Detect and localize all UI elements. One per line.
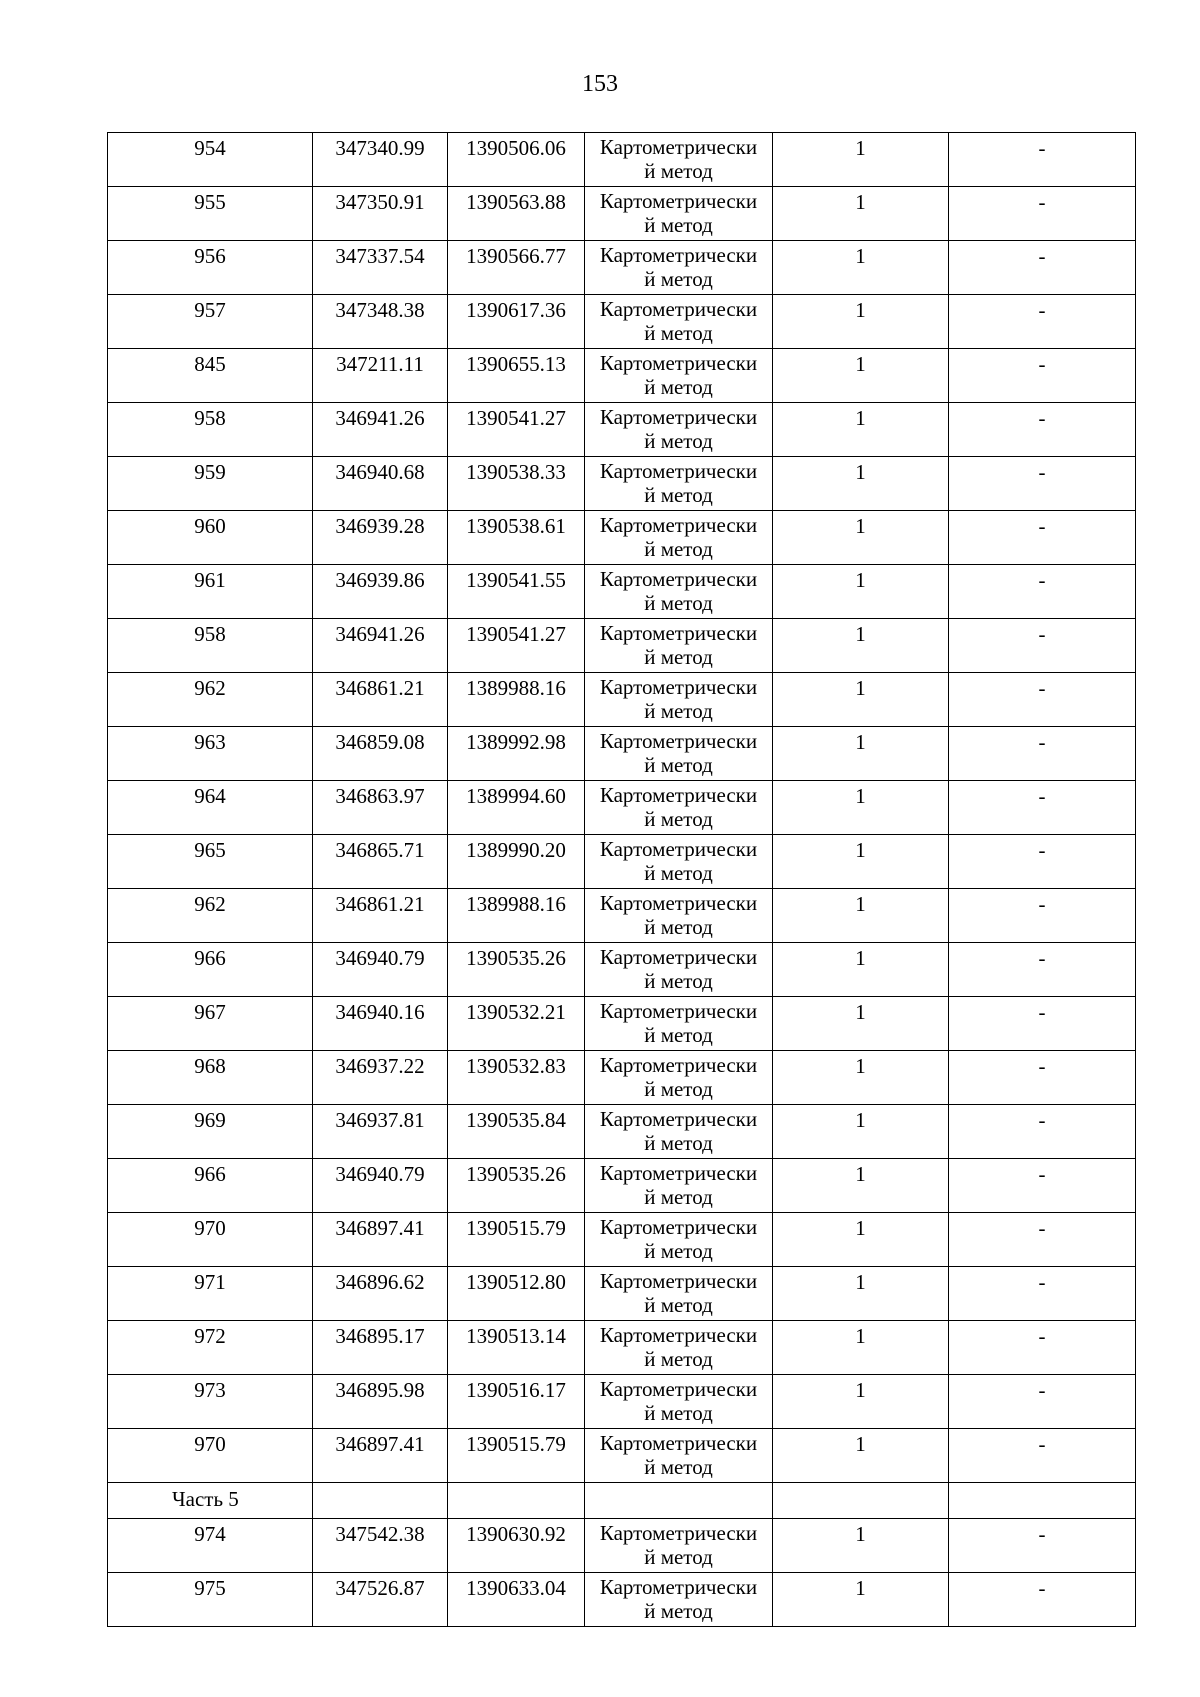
x-coordinate-cell: 346939.86 (313, 565, 448, 619)
note-cell: - (949, 1105, 1136, 1159)
method-line-2: й метод (644, 1239, 713, 1263)
method-cell (585, 349, 773, 403)
method-line-2: й метод (644, 1131, 713, 1155)
method-cell (585, 241, 773, 295)
note-cell: - (949, 1429, 1136, 1483)
method-cell (585, 673, 773, 727)
accuracy-cell: 1 (773, 1375, 949, 1429)
x-coordinate-cell: 347348.38 (313, 295, 448, 349)
method-cell (585, 295, 773, 349)
method-line-2: й метод (644, 537, 713, 561)
section-row (108, 1483, 1136, 1519)
point-number-cell: 955 (108, 187, 313, 241)
method-line-1: Картометрически (599, 135, 758, 159)
y-coordinate-cell: 1390538.61 (448, 511, 585, 565)
x-coordinate-cell: 346941.26 (313, 403, 448, 457)
note-cell: - (949, 619, 1136, 673)
method-line-2: й метод (644, 429, 713, 453)
point-number-cell: 969 (108, 1105, 313, 1159)
note-cell: - (949, 1321, 1136, 1375)
method-line-1: Картометрически (599, 189, 758, 213)
accuracy-cell: 1 (773, 1105, 949, 1159)
accuracy-cell: 1 (773, 403, 949, 457)
y-coordinate-cell: 1390566.77 (448, 241, 585, 295)
y-coordinate-cell: 1390630.92 (448, 1519, 585, 1573)
y-coordinate-cell: 1389988.16 (448, 889, 585, 943)
y-coordinate-cell: 1390538.33 (448, 457, 585, 511)
note-cell: - (949, 295, 1136, 349)
method-line-2: й метод (644, 483, 713, 507)
x-coordinate-cell: 346863.97 (313, 781, 448, 835)
point-number-cell: 975 (108, 1573, 313, 1627)
note-cell: - (949, 403, 1136, 457)
method-line-2: й метод (644, 969, 713, 993)
method-cell (585, 619, 773, 673)
table-row (108, 349, 1136, 403)
x-coordinate-cell: 346940.79 (313, 943, 448, 997)
method-line-1: Картометрически (599, 1575, 758, 1599)
note-cell: - (949, 241, 1136, 295)
point-number-cell: 964 (108, 781, 313, 835)
table-row (108, 619, 1136, 673)
section-label: Часть 5 (108, 1483, 313, 1519)
accuracy-cell: 1 (773, 619, 949, 673)
accuracy-cell: 1 (773, 457, 949, 511)
method-line-1: Картометрически (599, 783, 758, 807)
point-number-cell: 960 (108, 511, 313, 565)
method-line-1: Картометрически (599, 459, 758, 483)
method-line-1: Картометрически (599, 675, 758, 699)
coordinates-table (107, 132, 1136, 1627)
method-cell (585, 1159, 773, 1213)
table-row (108, 1375, 1136, 1429)
point-number-cell: 973 (108, 1375, 313, 1429)
x-coordinate-cell: 346897.41 (313, 1429, 448, 1483)
y-coordinate-cell: 1390535.26 (448, 943, 585, 997)
accuracy-cell: 1 (773, 511, 949, 565)
table-row (108, 187, 1136, 241)
method-cell (585, 403, 773, 457)
table-row (108, 889, 1136, 943)
note-cell: - (949, 1573, 1136, 1627)
accuracy-cell: 1 (773, 1213, 949, 1267)
method-line-1: Картометрически (599, 891, 758, 915)
point-number-cell: 970 (108, 1213, 313, 1267)
method-line-1: Картометрически (599, 243, 758, 267)
note-cell: - (949, 781, 1136, 835)
method-line-1: Картометрически (599, 1521, 758, 1545)
table-row (108, 1213, 1136, 1267)
point-number-cell: 966 (108, 1159, 313, 1213)
table-row (108, 673, 1136, 727)
point-number-cell: 961 (108, 565, 313, 619)
x-coordinate-cell: 346865.71 (313, 835, 448, 889)
y-coordinate-cell: 1390506.06 (448, 133, 585, 187)
method-line-2: й метод (644, 591, 713, 615)
table-row (108, 241, 1136, 295)
method-line-2: й метод (644, 1347, 713, 1371)
y-coordinate-cell: 1390512.80 (448, 1267, 585, 1321)
note-cell: - (949, 1375, 1136, 1429)
accuracy-cell: 1 (773, 781, 949, 835)
note-cell: - (949, 943, 1136, 997)
note-cell: - (949, 187, 1136, 241)
method-line-2: й метод (644, 1293, 713, 1317)
x-coordinate-cell: 346940.68 (313, 457, 448, 511)
point-number-cell: 962 (108, 889, 313, 943)
y-coordinate-cell: 1390515.79 (448, 1213, 585, 1267)
table-row (108, 1429, 1136, 1483)
accuracy-cell: 1 (773, 1051, 949, 1105)
point-number-cell: 958 (108, 619, 313, 673)
table-row (108, 1105, 1136, 1159)
accuracy-cell: 1 (773, 565, 949, 619)
empty-cell (448, 1483, 585, 1519)
method-line-1: Картометрически (599, 405, 758, 429)
method-line-1: Картометрически (599, 999, 758, 1023)
method-line-2: й метод (644, 213, 713, 237)
accuracy-cell: 1 (773, 1267, 949, 1321)
method-line-2: й метод (644, 807, 713, 831)
x-coordinate-cell: 346937.22 (313, 1051, 448, 1105)
note-cell: - (949, 673, 1136, 727)
point-number-cell: 962 (108, 673, 313, 727)
x-coordinate-cell: 346939.28 (313, 511, 448, 565)
method-line-1: Картометрически (599, 1161, 758, 1185)
method-line-2: й метод (644, 1455, 713, 1479)
method-cell (585, 835, 773, 889)
method-line-2: й метод (644, 159, 713, 183)
x-coordinate-cell: 347350.91 (313, 187, 448, 241)
method-line-2: й метод (644, 915, 713, 939)
accuracy-cell: 1 (773, 349, 949, 403)
table-row (108, 511, 1136, 565)
y-coordinate-cell: 1390617.36 (448, 295, 585, 349)
table-row (108, 457, 1136, 511)
table-row (108, 943, 1136, 997)
x-coordinate-cell: 346940.79 (313, 1159, 448, 1213)
table-row (108, 1051, 1136, 1105)
empty-cell (585, 1483, 773, 1519)
y-coordinate-cell: 1390535.26 (448, 1159, 585, 1213)
method-line-1: Картометрически (599, 837, 758, 861)
method-line-2: й метод (644, 861, 713, 885)
accuracy-cell: 1 (773, 835, 949, 889)
method-line-2: й метод (644, 375, 713, 399)
table-row (108, 1573, 1136, 1627)
method-cell (585, 943, 773, 997)
method-line-2: й метод (644, 1077, 713, 1101)
accuracy-cell: 1 (773, 1321, 949, 1375)
method-cell (585, 187, 773, 241)
x-coordinate-cell: 346896.62 (313, 1267, 448, 1321)
note-cell: - (949, 133, 1136, 187)
table-row (108, 835, 1136, 889)
note-cell: - (949, 1267, 1136, 1321)
note-cell: - (949, 727, 1136, 781)
note-cell: - (949, 1051, 1136, 1105)
accuracy-cell: 1 (773, 673, 949, 727)
table-row (108, 727, 1136, 781)
method-line-1: Картометрически (599, 945, 758, 969)
point-number-cell: 966 (108, 943, 313, 997)
y-coordinate-cell: 1390516.17 (448, 1375, 585, 1429)
accuracy-cell: 1 (773, 295, 949, 349)
accuracy-cell: 1 (773, 1573, 949, 1627)
y-coordinate-cell: 1390532.83 (448, 1051, 585, 1105)
method-line-1: Картометрически (599, 1215, 758, 1239)
y-coordinate-cell: 1389988.16 (448, 673, 585, 727)
empty-cell (949, 1483, 1136, 1519)
point-number-cell: 957 (108, 295, 313, 349)
x-coordinate-cell: 347526.87 (313, 1573, 448, 1627)
method-line-1: Картометрически (599, 729, 758, 753)
empty-cell (313, 1483, 448, 1519)
y-coordinate-cell: 1390633.04 (448, 1573, 585, 1627)
y-coordinate-cell: 1389992.98 (448, 727, 585, 781)
accuracy-cell: 1 (773, 997, 949, 1051)
note-cell: - (949, 565, 1136, 619)
y-coordinate-cell: 1390532.21 (448, 997, 585, 1051)
note-cell: - (949, 1213, 1136, 1267)
accuracy-cell: 1 (773, 187, 949, 241)
page-number: 153 (582, 71, 618, 97)
x-coordinate-cell: 346861.21 (313, 673, 448, 727)
accuracy-cell: 1 (773, 1159, 949, 1213)
x-coordinate-cell: 347211.11 (313, 349, 448, 403)
method-cell (585, 1213, 773, 1267)
method-line-1: Картометрически (599, 1323, 758, 1347)
y-coordinate-cell: 1390563.88 (448, 187, 585, 241)
point-number-cell: 959 (108, 457, 313, 511)
method-line-1: Картометрически (599, 1269, 758, 1293)
method-cell (585, 457, 773, 511)
method-cell (585, 889, 773, 943)
table-row (108, 295, 1136, 349)
method-cell (585, 1267, 773, 1321)
method-cell (585, 997, 773, 1051)
x-coordinate-cell: 346861.21 (313, 889, 448, 943)
method-line-2: й метод (644, 645, 713, 669)
note-cell: - (949, 1519, 1136, 1573)
method-cell (585, 781, 773, 835)
method-line-2: й метод (644, 267, 713, 291)
method-cell (585, 1321, 773, 1375)
y-coordinate-cell: 1390535.84 (448, 1105, 585, 1159)
table-row (108, 133, 1136, 187)
x-coordinate-cell: 347340.99 (313, 133, 448, 187)
point-number-cell: 963 (108, 727, 313, 781)
method-line-1: Картометрически (599, 297, 758, 321)
x-coordinate-cell: 346940.16 (313, 997, 448, 1051)
x-coordinate-cell: 346897.41 (313, 1213, 448, 1267)
point-number-cell: 967 (108, 997, 313, 1051)
table-row (108, 1159, 1136, 1213)
method-cell (585, 1375, 773, 1429)
accuracy-cell: 1 (773, 241, 949, 295)
method-cell (585, 1519, 773, 1573)
method-line-2: й метод (644, 1401, 713, 1425)
table-row (108, 565, 1136, 619)
point-number-cell: 954 (108, 133, 313, 187)
point-number-cell: 956 (108, 241, 313, 295)
method-line-1: Картометрически (599, 1377, 758, 1401)
note-cell: - (949, 997, 1136, 1051)
x-coordinate-cell: 346937.81 (313, 1105, 448, 1159)
empty-cell (773, 1483, 949, 1519)
note-cell: - (949, 457, 1136, 511)
y-coordinate-cell: 1389990.20 (448, 835, 585, 889)
note-cell: - (949, 349, 1136, 403)
accuracy-cell: 1 (773, 133, 949, 187)
method-cell (585, 1051, 773, 1105)
y-coordinate-cell: 1390513.14 (448, 1321, 585, 1375)
note-cell: - (949, 1159, 1136, 1213)
point-number-cell: 968 (108, 1051, 313, 1105)
method-cell (585, 511, 773, 565)
point-number-cell: 971 (108, 1267, 313, 1321)
point-number-cell: 972 (108, 1321, 313, 1375)
method-line-1: Картометрически (599, 513, 758, 537)
table-row (108, 403, 1136, 457)
method-line-2: й метод (644, 699, 713, 723)
method-line-1: Картометрически (599, 351, 758, 375)
point-number-cell: 845 (108, 349, 313, 403)
y-coordinate-cell: 1390541.27 (448, 403, 585, 457)
method-cell (585, 727, 773, 781)
method-line-1: Картометрически (599, 1431, 758, 1455)
method-line-2: й метод (644, 1545, 713, 1569)
table-row (108, 1321, 1136, 1375)
method-line-1: Картометрически (599, 1053, 758, 1077)
accuracy-cell: 1 (773, 889, 949, 943)
note-cell: - (949, 835, 1136, 889)
point-number-cell: 965 (108, 835, 313, 889)
method-line-2: й метод (644, 1023, 713, 1047)
x-coordinate-cell: 347542.38 (313, 1519, 448, 1573)
accuracy-cell: 1 (773, 1519, 949, 1573)
method-line-1: Картометрически (599, 567, 758, 591)
method-line-1: Картометрически (599, 1107, 758, 1131)
y-coordinate-cell: 1389994.60 (448, 781, 585, 835)
y-coordinate-cell: 1390541.55 (448, 565, 585, 619)
method-line-2: й метод (644, 321, 713, 345)
table-row (108, 1267, 1136, 1321)
method-cell (585, 1105, 773, 1159)
accuracy-cell: 1 (773, 1429, 949, 1483)
y-coordinate-cell: 1390515.79 (448, 1429, 585, 1483)
method-line-2: й метод (644, 1599, 713, 1623)
method-cell (585, 133, 773, 187)
method-cell (585, 565, 773, 619)
point-number-cell: 970 (108, 1429, 313, 1483)
method-cell (585, 1573, 773, 1627)
table-row (108, 781, 1136, 835)
method-cell (585, 1429, 773, 1483)
x-coordinate-cell: 346859.08 (313, 727, 448, 781)
method-line-2: й метод (644, 753, 713, 777)
table-row (108, 997, 1136, 1051)
table-row (108, 1519, 1136, 1573)
method-line-1: Картометрически (599, 621, 758, 645)
point-number-cell: 974 (108, 1519, 313, 1573)
x-coordinate-cell: 347337.54 (313, 241, 448, 295)
x-coordinate-cell: 346895.98 (313, 1375, 448, 1429)
accuracy-cell: 1 (773, 943, 949, 997)
note-cell: - (949, 511, 1136, 565)
table-body (108, 133, 1136, 1627)
x-coordinate-cell: 346941.26 (313, 619, 448, 673)
y-coordinate-cell: 1390541.27 (448, 619, 585, 673)
x-coordinate-cell: 346895.17 (313, 1321, 448, 1375)
method-line-2: й метод (644, 1185, 713, 1209)
point-number-cell: 958 (108, 403, 313, 457)
accuracy-cell: 1 (773, 727, 949, 781)
note-cell: - (949, 889, 1136, 943)
y-coordinate-cell: 1390655.13 (448, 349, 585, 403)
